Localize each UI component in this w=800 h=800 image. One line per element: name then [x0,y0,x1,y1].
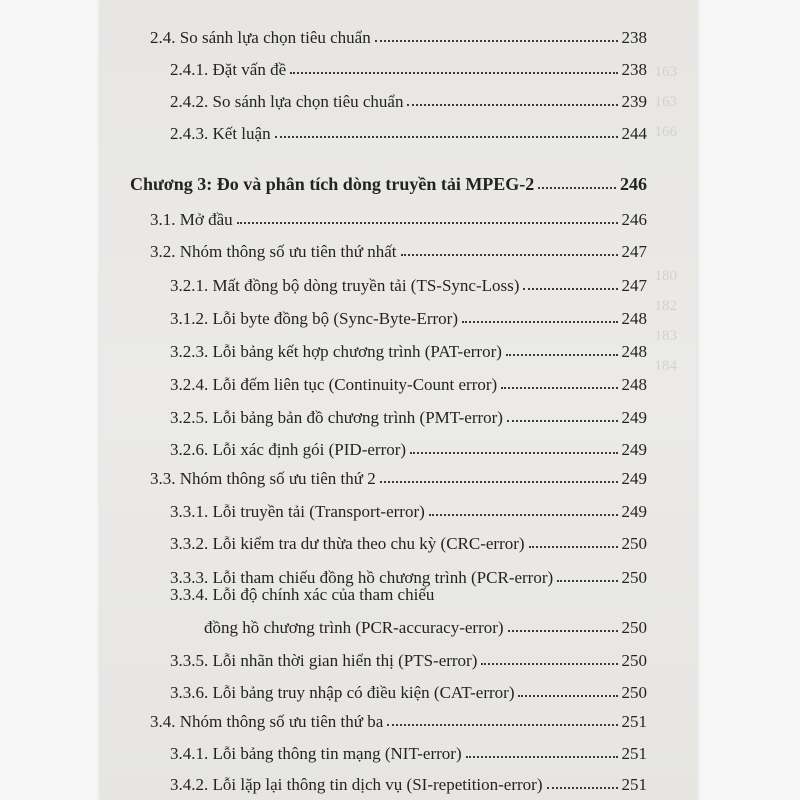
toc-page-number: 249 [621,408,647,427]
toc-page-number: 249 [621,469,647,488]
toc-entry-3-3-6 [170,679,647,703]
leader-dots [507,420,618,422]
toc-entry-3-1 [150,206,647,230]
toc-chapter-title: Chương 3: Đo và phân tích dòng truyền tải MPEG-2 [130,174,535,194]
toc-page-number: 246 [620,174,647,194]
leader-dots [275,136,618,138]
toc-page-number: 248 [621,375,647,394]
toc-page-number: 246 [621,210,647,229]
toc-entry-3-2-5 [170,404,647,428]
toc-entry-label: 2.4.3. Kết luận [170,124,271,143]
toc-entry-3-3-4-first-line: 3.3.4. Lỗi độ chính xác của tham chiếu [170,585,435,604]
leader-dots [410,452,617,454]
toc-page-number: 250 [621,618,647,637]
toc-entry-3-3-2 [170,530,647,554]
toc-entry-3-2-4 [170,371,647,395]
toc-entry-3-2-1 [170,272,647,296]
toc-entry-label: 3.3.1. Lỗi truyền tải (Transport-error) [170,502,425,521]
toc-entry-3-2-6 [170,436,647,460]
toc-page-number: 247 [621,242,647,261]
toc-entry-label-continuation: đồng hồ chương trình (PCR-accuracy-error) [204,618,504,637]
toc-entry-3-4 [150,708,647,732]
toc-entry-label: 3.1.2. Lỗi byte đồng bộ (Sync-Byte-Error) [170,309,458,328]
toc-page-number: 248 [621,309,647,328]
toc-entry-label: 3.3.3. Lỗi tham chiếu đồng hồ chương trình (PCR-error) [170,568,554,587]
toc-entry-2-4-3 [170,120,647,144]
bleed-through-text: 163 [654,94,677,110]
toc-page-number: 251 [621,744,647,763]
bleed-through-text: 182 [654,298,677,314]
leader-dots [518,695,617,697]
leader-dots [523,288,617,290]
leader-dots [506,354,618,356]
toc-entry-label: 3.3. Nhóm thông số ưu tiên thứ 2 [150,469,376,488]
leader-dots [538,187,616,189]
toc-entry-3-3-5 [170,647,647,671]
toc-entry-label: 3.2.6. Lỗi xác định gói (PID-error) [170,440,407,459]
leader-dots [290,72,617,74]
toc-page-number: 250 [621,534,647,553]
leader-dots [529,546,618,548]
leader-dots [401,254,618,256]
toc-entry-3-1-2 [170,305,647,329]
bleed-through-text: 183 [654,328,677,344]
toc-entry-label: 2.4. So sánh lựa chọn tiêu chuẩn [150,28,371,47]
book-page [100,0,697,800]
toc-chapter-3 [130,171,647,195]
toc-entry-3-3 [150,465,647,489]
leader-dots [462,321,618,323]
leader-dots [547,787,618,789]
toc-entry-3-4-1 [170,740,647,764]
toc-entry-label: 3.3.6. Lỗi bảng truy nhập có điều kiện (CAT-error) [170,683,515,702]
toc-page-number: 249 [621,502,647,521]
toc-entry-label: 3.2.3. Lỗi bảng kết hợp chương trình (PAT-error) [170,342,502,361]
toc-entry-label: 3.4.1. Lỗi bảng thông tin mạng (NIT-error) [170,744,462,763]
toc-page-number: 250 [621,568,647,587]
leader-dots [481,663,617,665]
bleed-through-text: 166 [654,124,677,140]
toc-entry-label: 3.1. Mở đầu [150,210,233,229]
toc-entry-3-2 [150,238,647,262]
toc-entry-label: 3.3.5. Lỗi nhãn thời gian hiển thị (PTS-error) [170,651,478,670]
toc-entry-2-4-1 [170,56,647,80]
bleed-through-text: 180 [654,268,677,284]
leader-dots [380,481,618,483]
toc-entry-label: 3.2.5. Lỗi bảng bản đồ chương trình (PMT-error) [170,408,503,427]
bleed-through-text: 184 [654,358,677,374]
leader-dots [508,630,618,632]
bleed-through-text: 163 [654,64,677,80]
leader-dots [429,514,618,516]
toc-entry-label: 2.4.2. So sánh lựa chọn tiêu chuẩn [170,92,404,111]
toc-page-number: 244 [621,124,647,143]
leader-dots [387,724,617,726]
toc-entry-3-3-4 [204,614,647,638]
toc-entry-label: 2.4.1. Đặt vấn đề [170,60,287,79]
toc-entry-label: 3.4.2. Lỗi lặp lại thông tin dịch vụ (SI-repetition-error) [170,775,543,794]
toc-page-number: 249 [621,440,647,459]
toc-page-number: 247 [621,276,647,295]
toc-page-number: 251 [621,712,647,731]
leader-dots [407,104,617,106]
leader-dots [375,40,618,42]
toc-page-number: 239 [621,92,647,111]
toc-entry-label: 3.2.4. Lỗi đếm liên tục (Continuity-Count error) [170,375,498,394]
toc-page-number: 248 [621,342,647,361]
leader-dots [237,222,618,224]
toc-page-number: 238 [621,28,647,47]
toc-entry-3-4-2 [170,771,647,795]
toc-page-number: 251 [621,775,647,794]
toc-entry-label: 3.3.2. Lỗi kiểm tra dư thừa theo chu kỳ (CRC-error) [170,534,525,553]
toc-entry-label: 3.2.1. Mất đồng bộ dòng truyền tải (TS-Sync-Loss) [170,276,520,295]
toc-page-number: 238 [621,60,647,79]
toc-entry-label: 3.2. Nhóm thông số ưu tiên thứ nhất [150,242,397,261]
leader-dots [466,756,618,758]
leader-dots [501,387,617,389]
toc-entry-3-3-1 [170,498,647,522]
toc-page-number: 250 [621,651,647,670]
toc-entry-2-4 [150,24,647,48]
toc-entry-label: 3.4. Nhóm thông số ưu tiên thứ ba [150,712,384,731]
leader-dots [557,580,617,582]
toc-page-number: 250 [621,683,647,702]
toc-entry-2-4-2 [170,88,647,112]
toc-entry-3-2-3 [170,338,647,362]
